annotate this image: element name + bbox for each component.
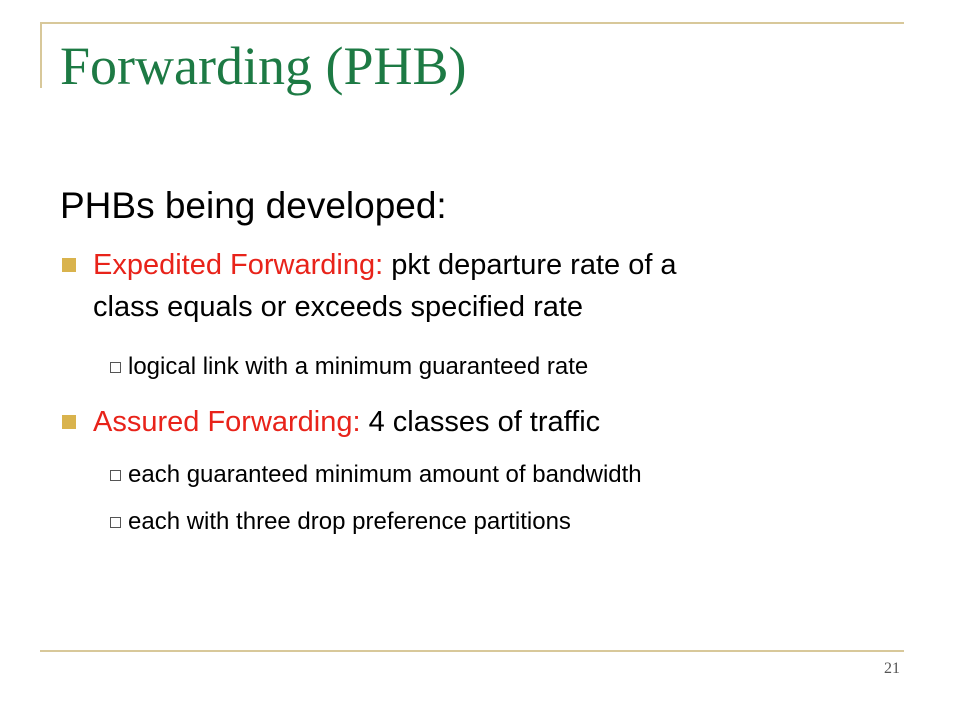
bullet-line-1 bbox=[93, 401, 600, 443]
sub-bullet bbox=[108, 349, 588, 385]
bullet-term: Expedited Forwarding: bbox=[93, 249, 384, 281]
slide-title: Forwarding (PHB) bbox=[60, 36, 467, 96]
bullet-term: Assured Forwarding: bbox=[93, 406, 361, 438]
sub-bullet bbox=[108, 504, 571, 540]
bullet-text: 4 classes of traffic bbox=[368, 406, 601, 438]
sub-bullet bbox=[108, 457, 642, 493]
sub-bullet-text: each guaranteed minimum amount of bandwidth bbox=[128, 461, 642, 488]
bottom-rule bbox=[40, 650, 904, 652]
left-rule bbox=[40, 22, 42, 88]
sub-bullet-text: each with three drop preference partitions bbox=[128, 508, 571, 535]
hollow-square-bullet-icon bbox=[110, 517, 121, 528]
bullet-expedited-forwarding bbox=[60, 244, 677, 328]
bullet-text: pkt departure rate of a bbox=[391, 249, 677, 281]
square-bullet-icon bbox=[62, 258, 76, 272]
square-bullet-icon bbox=[62, 415, 76, 429]
intro-line: PHBs being developed: bbox=[60, 185, 447, 226]
bullet-line-1 bbox=[93, 244, 677, 286]
hollow-square-bullet-icon bbox=[110, 362, 121, 373]
hollow-square-bullet-icon bbox=[110, 470, 121, 481]
sub-bullet-text: logical link with a minimum guaranteed rate bbox=[128, 353, 589, 380]
page-number: 21 bbox=[884, 660, 900, 677]
top-rule bbox=[40, 22, 904, 24]
bullet-line-2: class equals or exceeds specified rate bbox=[93, 291, 584, 323]
bullet-assured-forwarding bbox=[60, 401, 600, 443]
